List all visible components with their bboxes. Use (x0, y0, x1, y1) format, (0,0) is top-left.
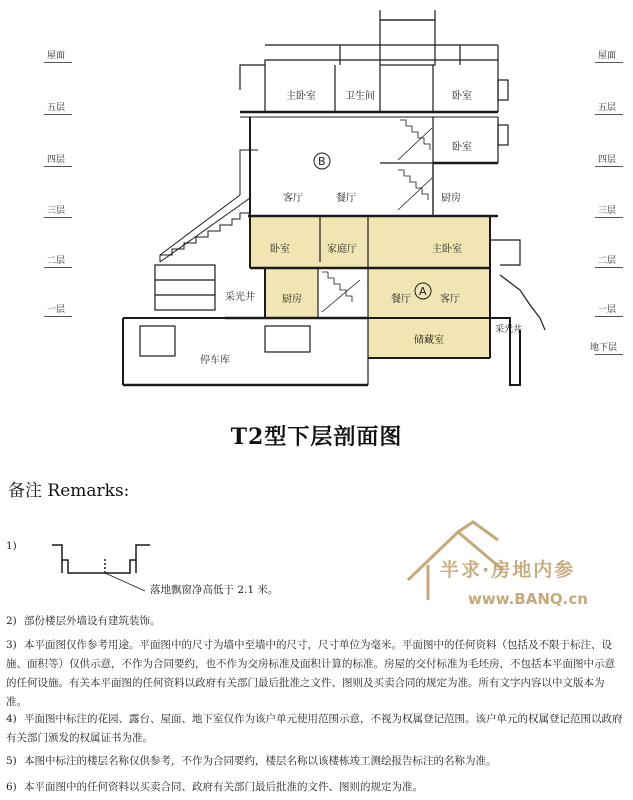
room-master-bedroom-2f: 主卧室 (432, 244, 462, 255)
room-dining-a: 餐厅 (391, 294, 411, 305)
external-staircase (160, 150, 258, 262)
room-living-a: 客厅 (440, 294, 460, 305)
room-kitchen-a: 厨房 (282, 294, 302, 305)
room-bathroom-5f: 卫生间 (345, 91, 375, 102)
level-label-2f-left: 二层 (47, 256, 66, 266)
remarks-heading: 备注 Remarks: (8, 481, 130, 501)
note-1-number: 1) (6, 540, 17, 552)
lightwell-right-label: 采光井 (495, 325, 523, 335)
note-3: 3) 本平面图仅作参考用途。平面图中的尺寸为墙中至墙中的尺寸，尺寸单位为毫米。平面图中的任何资料（包括及不限于标注、设施、面积等）仅供示意，不作为合同要约，也不作为交房标准及面积计算的标准。房屋的交付标准为毛坯房，不包括本平面图中示意的任何设施。有关本平面图的任何资料以政府有关部门最后批准之文件、图则及买卖合同的规定为准。所有文字内容以中文版本为准。 (6, 639, 615, 708)
room-garage: 停车库 (200, 355, 230, 366)
unit-a-label: A (419, 285, 427, 298)
level-label-1f-left: 一层 (47, 305, 66, 315)
room-bedroom-4f: 卧室 (452, 142, 472, 153)
room-bedroom-2f: 卧室 (270, 244, 290, 255)
room-master-bedroom-5f: 主卧室 (286, 91, 316, 102)
level-label-2f-right: 二层 (598, 256, 617, 266)
unit-a-highlight (250, 216, 490, 358)
level-label-4f-left: 四层 (47, 155, 66, 165)
room-bedroom-5f: 卧室 (452, 91, 472, 102)
level-label-5f-left: 五层 (47, 103, 66, 113)
room-kitchen-b: 厨房 (441, 193, 461, 204)
level-label-3f-left: 三层 (47, 206, 66, 216)
room-family-room-2f: 家庭厅 (327, 244, 357, 255)
drawing-title: T2型下层剖面图 (230, 424, 403, 450)
note-6: 6) 本平面图中的任何资料以买卖合同、政府有关部门最后批准的文件、图则的规定为准。 (6, 781, 423, 793)
room-dining-b: 餐厅 (336, 193, 356, 204)
watermark-url: www.BANQ.cn (468, 590, 588, 608)
level-label-roof-left: 屋面 (47, 51, 66, 61)
room-storage: 储藏室 (414, 335, 444, 346)
level-label-5f-right: 五层 (598, 103, 617, 113)
note-1-text: 落地飘窗净高低于 2.1 米。 (150, 584, 279, 596)
level-label-3f-right: 三层 (598, 206, 617, 216)
level-label-roof-right: 屋面 (598, 51, 617, 61)
note-2: 2) 部份楼层外墙设有建筑装饰。 (6, 615, 161, 627)
watermark-name: 半求·房地内参 (440, 559, 576, 581)
note-5: 5) 本图中标注的楼层名称仅供参考，不作为合同要约，楼层名称以该楼栋竣工测绘报告标注的名称为准。 (6, 755, 497, 767)
room-living-b: 客厅 (283, 193, 303, 204)
level-label-4f-right: 四层 (598, 155, 617, 165)
lightwell-left-label: 采光井 (225, 292, 255, 303)
unit-b-label: B (318, 155, 326, 168)
level-label-1f-right: 一层 (598, 305, 617, 315)
level-label-basement-right: 地下层 (590, 343, 618, 353)
note-4: 4) 平面图中标注的花园、露台、屋面、地下室仅作为该户单元使用范围示意，不视为权属登记范围。该户单元的权属登记范围以政府有关部门颁发的权属证书为准。 (6, 713, 623, 744)
